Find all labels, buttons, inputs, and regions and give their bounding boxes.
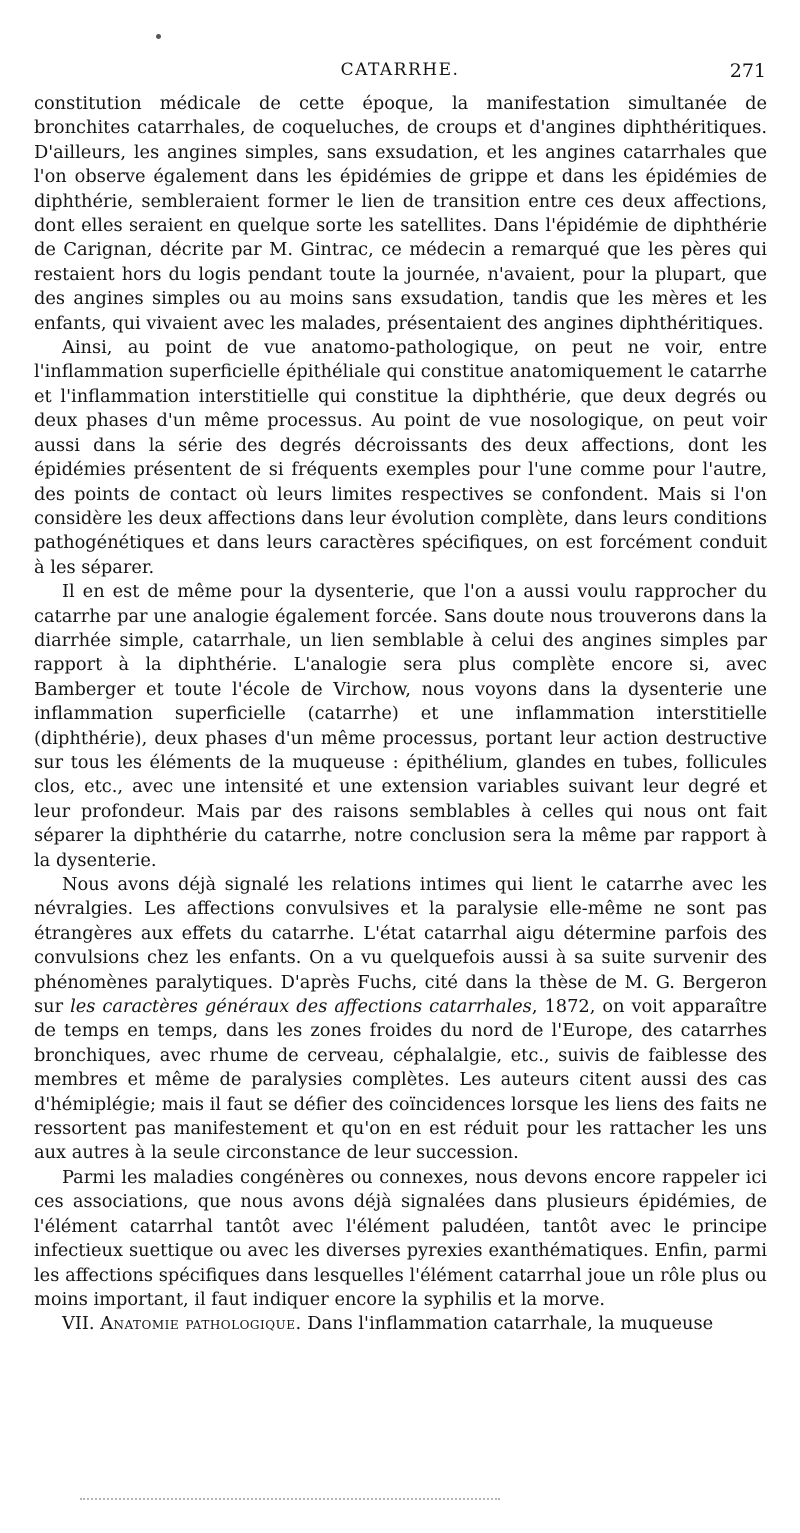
scan-artifact-line	[80, 1498, 500, 1502]
paragraph-dysenterie: Il en est de même pour la dysenterie, que l'on a aussi voulu rapprocher du catarrhe par une analogie également forcée. Sans doute nous trouverons dans la diarrhée simple, catarrhale, un lien semblable à celui des angines simples par rapport à la diphthérie. L'analogie sera plus complète encore si, avec Bamberger et toute l'école de Virchow, nous voyons dans la dysenterie une inflammation superficielle (catarrhe) et une inflammation interstitielle (diphthérie), deux phases d'un même processus, portant leur action destructive sur tous les éléments de la muqueuse : épithélium, glandes en tubes, follicules clos, etc., avec une intensité et une extension variables suivant leur degré et leur profondeur. Mais par des raisons semblables à celles qui nous ont fait séparer la diphthérie du catarrhe, notre conclusion sera la même par rapport à la dysenterie.	[34, 581, 767, 871]
scan-speck	[156, 34, 161, 39]
cited-work-title: les caractères généraux des affections catarrhales	[70, 996, 532, 1018]
paragraph-anatomo-pathologique: Ainsi, au point de vue anatomo-pathologique, on peut ne voir, entre l'inflammation superficielle épithéliale qui constitue anatomiquement le catarrhe et l'inflammation interstitielle qui constitue la diphthérie, que deux degrés ou deux phases d'un même processus. Au point de vue nosologique, on peut voir aussi dans la série des degrés décroissants des deux affections, dont les épidémies présentent de si fréquents exemples pour l'une comme pour l'autre, des points de contact où leurs limites respectives se confondent. Mais si l'on considère les deux affections dans leur évolution complète, dans leurs conditions pathogénétiques et dans leurs caractères spécifiques, on est forcément conduit à les séparer.	[34, 337, 767, 578]
section-heading-paragraph	[34, 1312, 767, 1336]
section-number: VII.	[62, 1313, 95, 1335]
page-number: 271	[729, 60, 766, 82]
paragraph-text: Nous avons déjà signalé les relations intimes qui lient le catarrhe avec les névralgies. Les affections convulsives et la paralysie elle-même ne sont pas étrangères aux effets du catarrhe. L'état catarrhal aigu détermine parfois des convulsions chez les enfants. On a vu quelquefois aussi à sa suite survenir des phénomènes paralytiques. D'après Fuchs, cité dans la thèse de M. G. Bergeron sur	[34, 874, 767, 1018]
paragraph-maladies-congeneres: Parmi les maladies congénères ou connexes, nous devons encore rappeler ici ces associations, que nous avons déjà signalées dans plusieurs épidémies, de l'élément catarrhal tantôt avec l'élément paludéen, tantôt avec le principe infectieux suettique ou avec les diverses pyrexies exanthématiques. Enfin, parmi les affections spécifiques dans lesquelles l'élément catarrhal joue un rôle plus ou moins important, il faut indiquer encore la syphilis et la morve.	[34, 1166, 767, 1310]
section-text: Dans l'inflammation catarrhale, la muqueuse	[307, 1313, 714, 1335]
paragraph-text: , 1872, on voit apparaître de temps en temps, dans les zones froides du nord de l'Europe, des catarrhes bronchiques, avec rhume de cerveau, céphalalgie, etc., suivis de faiblesse des membres et même de paralysies complètes. Les auteurs citent aussi des cas d'hémiplégie; mais il faut se défier des coïncidences lorsque les liens des faits ne ressortent pas manifestement et qu'on en est réduit pour les rattacher les uns aux autres à la seule circonstance de leur succession.	[34, 996, 768, 1164]
body-text	[34, 92, 767, 1337]
section-title: Anatomie pathologique.	[100, 1313, 302, 1335]
paragraph-continuation: constitution médicale de cette époque, la manifestation simultanée de bronchites catarrhales, de coqueluches, de croups et d'angines diphthéritiques. D'ailleurs, les angines simples, sans exsudation, et les angines catarrhales que l'on observe également dans les épidémies de grippe et dans les épidémies de diphthérie, sembleraient former le lien de transition entre ces deux affections, dont elles seraient en quelque sorte les satellites. Dans l'épidémie de diphthérie de Carignan, décrite par M. Gintrac, ce médecin a remarqué que les pères qui restaient hors du logis pendant toute la journée, n'avaient, pour la plupart, que des angines simples ou au moins sans exsudation, tandis que les mères et les enfants, qui vivaient avec les malades, présentaient des angines diphthéritiques.	[34, 93, 767, 334]
page-header	[0, 60, 800, 88]
paragraph-nevralgies	[34, 873, 767, 1166]
running-title: CATARRHE.	[340, 60, 460, 80]
